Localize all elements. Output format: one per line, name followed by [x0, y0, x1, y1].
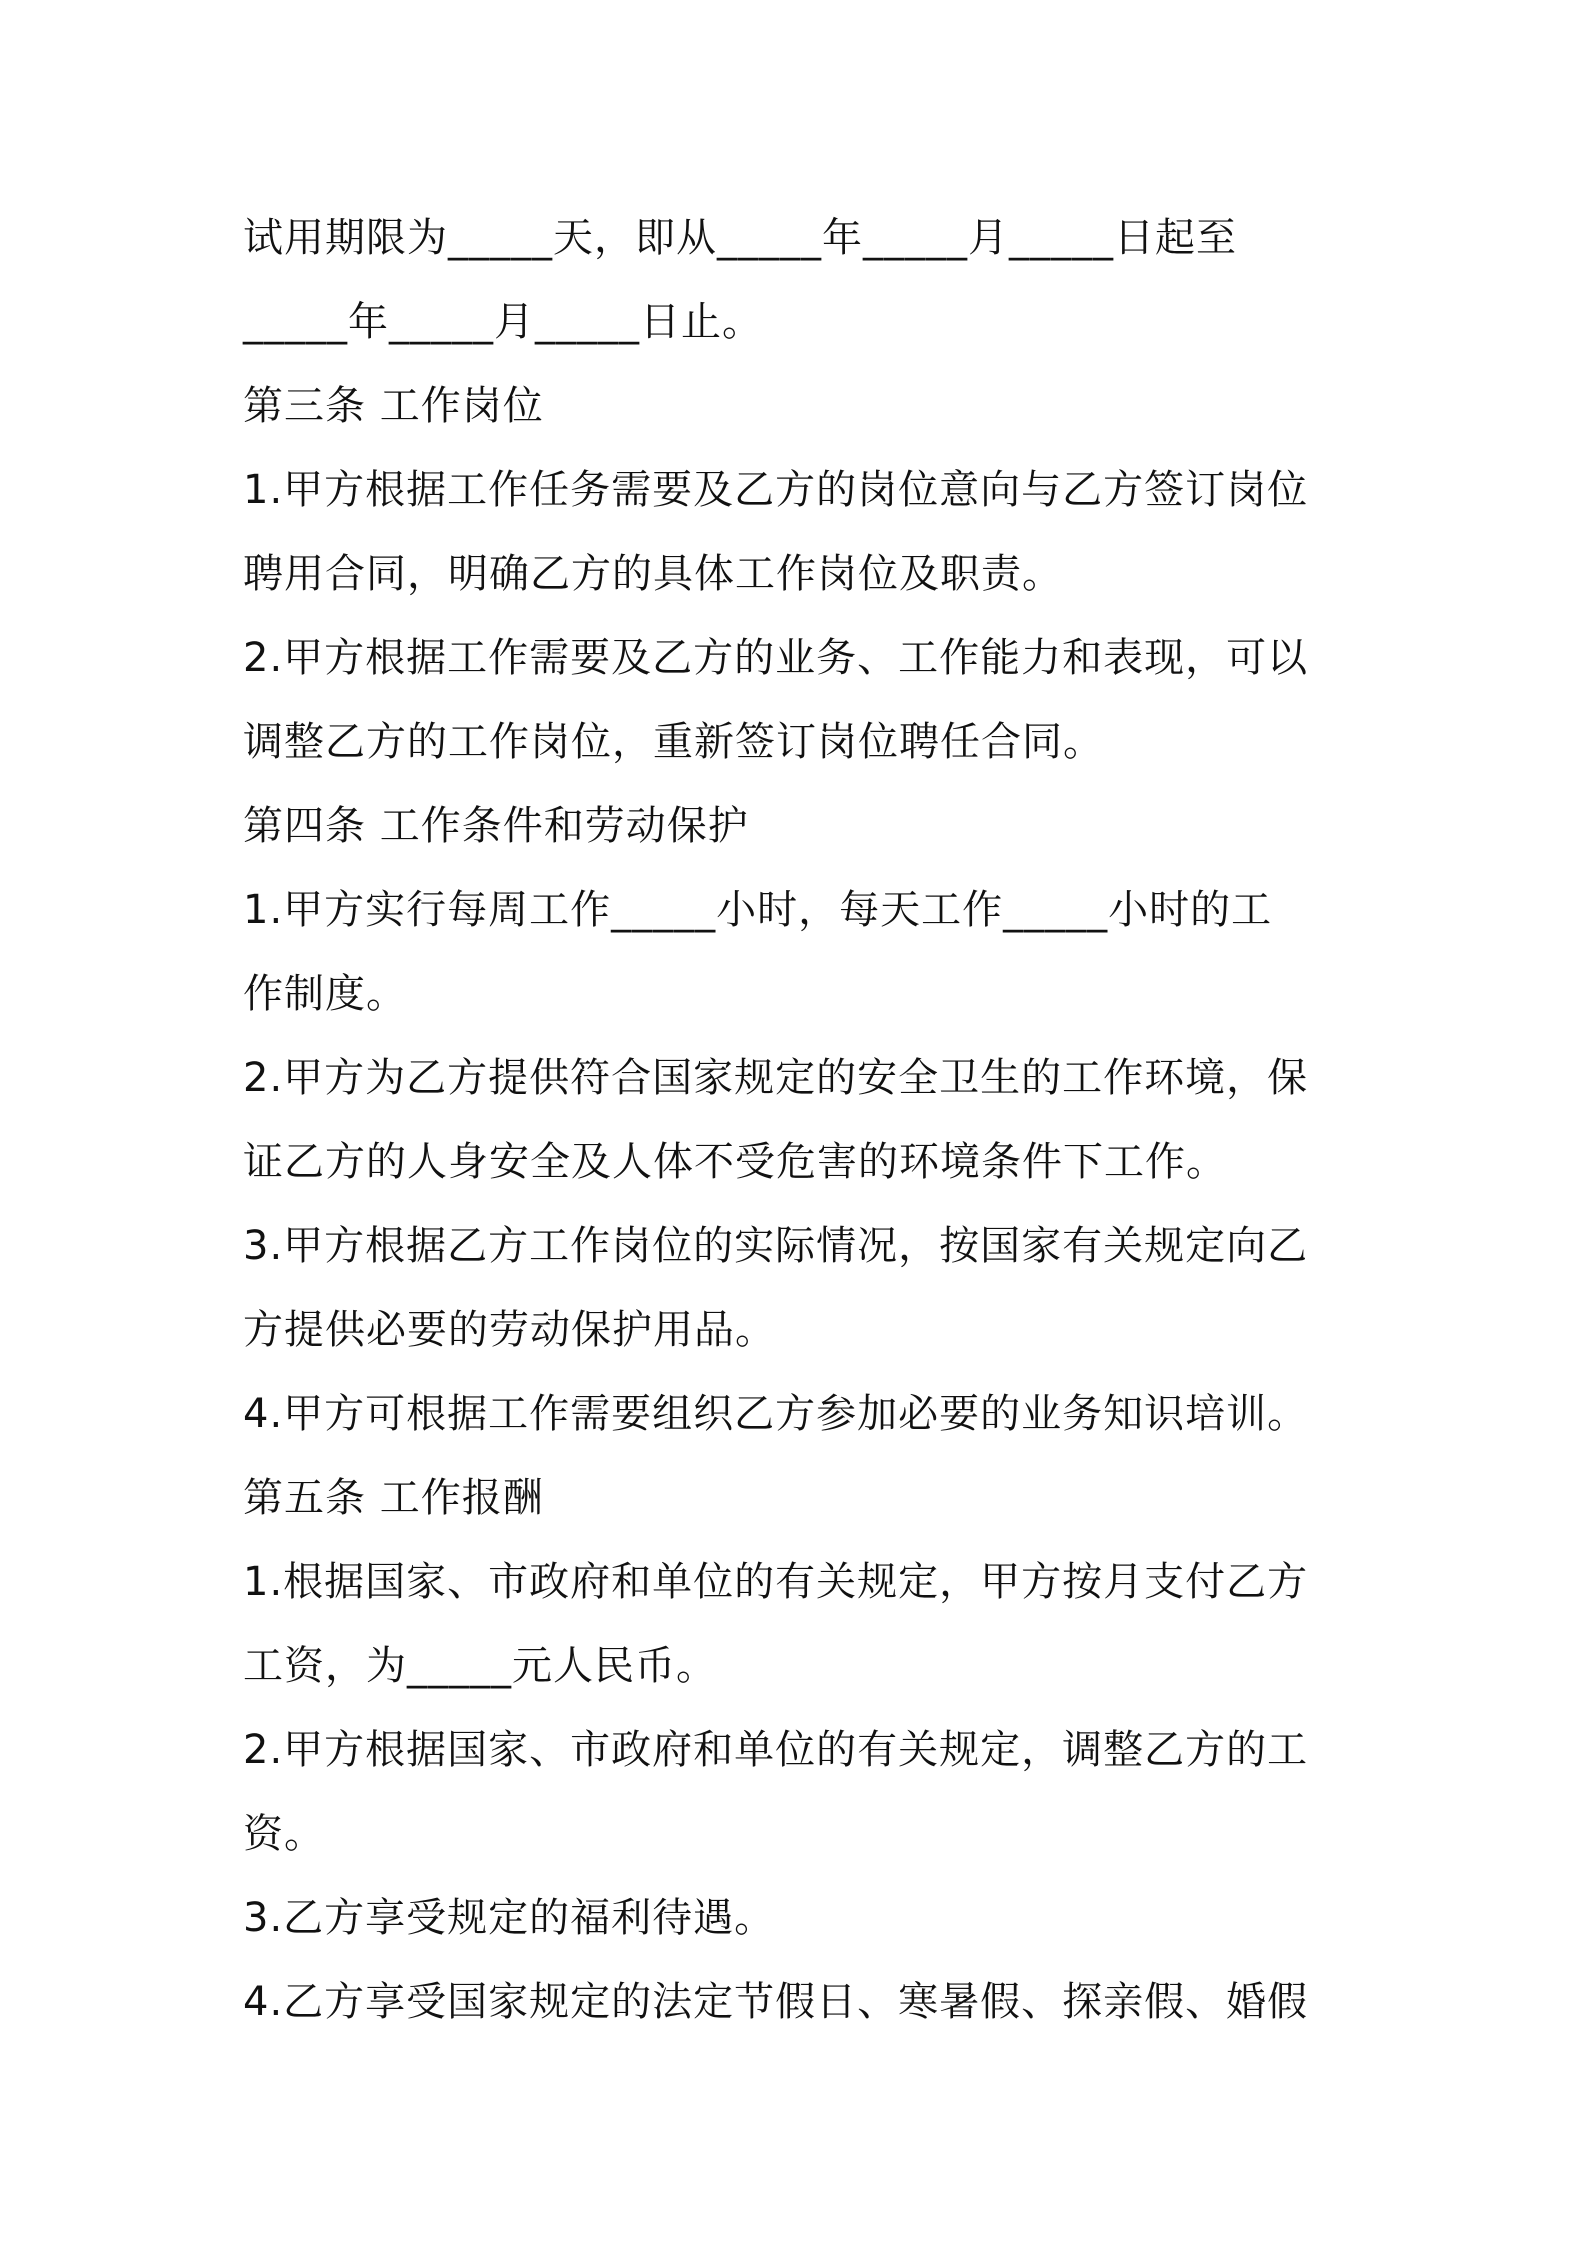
text-line: 调整乙方的工作岗位，重新签订岗位聘任合同。	[243, 719, 1104, 765]
text-line: 方提供必要的劳动保护用品。	[243, 1307, 776, 1353]
section-heading: 第五条 工作报酬	[243, 1475, 544, 1521]
text-line: 聘用合同，明确乙方的具体工作岗位及职责。	[243, 551, 1063, 597]
text-line: _____年_____月_____日止。	[243, 299, 763, 345]
text-line: 3.乙方享受规定的福利待遇。	[243, 1895, 776, 1941]
text-line: 1.甲方根据工作任务需要及乙方的岗位意向与乙方签订岗位	[243, 467, 1309, 513]
text-line: 证乙方的人身安全及人体不受危害的环境条件下工作。	[243, 1139, 1227, 1185]
text-line: 2.甲方根据工作需要及乙方的业务、工作能力和表现，可以	[243, 635, 1309, 681]
document-page	[243, 196, 1353, 2044]
section-heading: 第三条 工作岗位	[243, 383, 544, 429]
text-line: 3.甲方根据乙方工作岗位的实际情况，按国家有关规定向乙	[243, 1223, 1309, 1269]
text-line: 4.甲方可根据工作需要组织乙方参加必要的业务知识培训。	[243, 1391, 1309, 1437]
section-heading: 第四条 工作条件和劳动保护	[243, 803, 749, 849]
text-line: 1.甲方实行每周工作_____小时，每天工作_____小时的工	[243, 887, 1273, 933]
text-line: 2.甲方为乙方提供符合国家规定的安全卫生的工作环境，保	[243, 1055, 1309, 1101]
text-line: 4.乙方享受国家规定的法定节假日、寒暑假、探亲假、婚假	[243, 1979, 1309, 2025]
text-line: 试用期限为_____天，即从_____年_____月_____日起至	[243, 215, 1237, 261]
text-line: 资。	[243, 1811, 325, 1857]
text-line: 作制度。	[243, 971, 407, 1017]
text-line: 1.根据国家、市政府和单位的有关规定，甲方按月支付乙方	[243, 1559, 1309, 1605]
text-line: 工资，为_____元人民币。	[243, 1643, 717, 1689]
text-line: 2.甲方根据国家、市政府和单位的有关规定，调整乙方的工	[243, 1727, 1309, 1773]
